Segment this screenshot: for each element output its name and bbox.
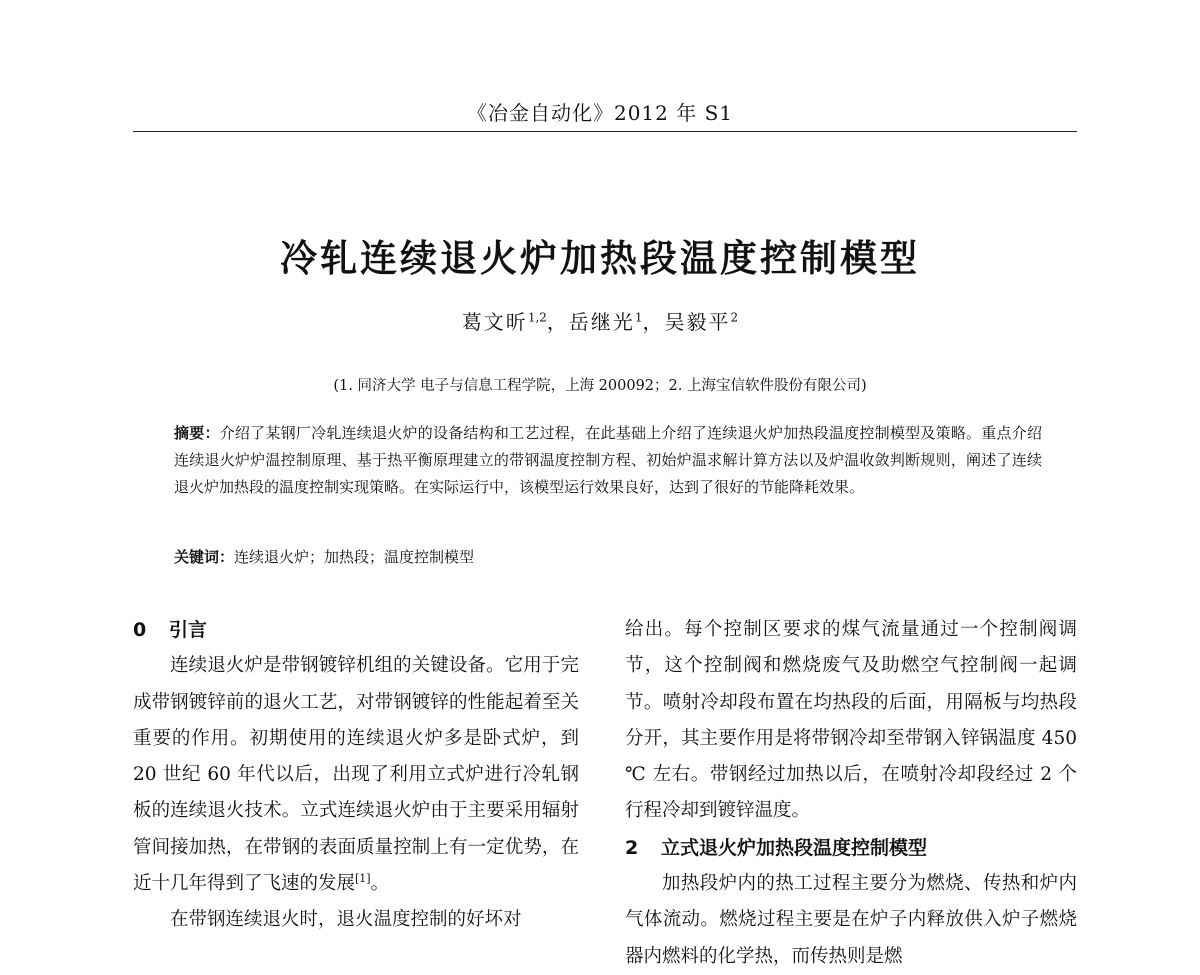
abstract: [174, 420, 1042, 501]
body-paragraph: 在带钢连续退火时，退火温度控制的好坏对: [170, 909, 522, 931]
left-column: [133, 612, 579, 939]
citation-ref: [1]: [355, 871, 371, 885]
body-paragraph-continued: 给出。每个控制区要求的煤气流量通过一个控制阀调节，这个控制阀和燃烧废气及助燃空气控制阀一起调节。喷射冷却段布置在均热段的后面，用隔板与均热段分开，其主要作用是将带钢冷却至带钢入锌锅温度 450 ℃ 左右。带钢经过加热以后，在喷射冷却段经过 2 个行程冷却到镀锌温度。: [625, 619, 1077, 822]
journal-header: 《冶金自动化》2012 年 S1: [466, 101, 734, 125]
right-column: [625, 612, 1077, 975]
keywords-label: 关键词：: [174, 548, 235, 566]
body-paragraph: [133, 648, 579, 902]
affiliation: (1. 同济大学 电子与信息工程学院，上海 200092；2. 上海宝信软件股份有限公司): [333, 378, 867, 394]
author-affiliation-mark: 2: [730, 310, 739, 325]
keywords-text: 连续退火炉；加热段；温度控制模型: [234, 548, 475, 566]
section-title: 引言: [169, 619, 208, 641]
body-paragraph: 加热段炉内的热工过程主要分为燃烧、传热和炉内气体流动。燃烧过程主要是在炉子内释放供入炉子燃烧器内燃料的化学热，而传热则是燃: [625, 873, 1077, 967]
abstract-label: 摘要：: [174, 424, 220, 442]
keywords: [174, 544, 1042, 571]
author-affiliation-mark: 1,2: [527, 310, 547, 325]
author-name: 岳继光: [568, 310, 635, 334]
section-number: 2: [625, 836, 639, 859]
author-separator: ，: [546, 310, 569, 334]
section-number: 0: [133, 619, 147, 641]
section-heading-model: [625, 830, 1077, 866]
paragraph-text: 连续退火炉是带钢镀锌机组的关键设备。它用于完成带钢镀锌前的退火工艺，对带钢镀锌的性能起着至关重要的作用。初期使用的连续退火炉多是卧式炉，到 20 世纪 60 年代以后，出现了利用立式炉进行冷轧钢板的连续退火技术。立式连续退火炉由于主要采用辐射管间接加热，在带钢的表面质量控制上有一定优势，在近十几年得到了飞速的发展: [133, 655, 579, 895]
author-affiliation-mark: 1: [634, 310, 643, 325]
author-name: 吴毅平: [664, 310, 731, 334]
abstract-text: 介绍了某钢厂冷轧连续退火炉的设备结构和工艺过程，在此基础上介绍了连续退火炉加热段温度控制模型及策略。重点介绍连续退火炉炉温控制原理、基于热平衡原理建立的带钢温度控制方程、初始炉温求解计算方法以及炉温收敛判断规则，阐述了连续退火炉加热段的温度控制实现策略。在实际运行中，该模型运行效果良好，达到了很好的节能降耗效果。: [174, 424, 1042, 496]
section-title: 立式退火炉加热段温度控制模型: [661, 836, 928, 859]
section-heading-introduction: [133, 612, 579, 648]
author-name: 葛文昕: [461, 310, 528, 334]
author-list: [0, 306, 1200, 335]
paper-title: 冷轧连续退火炉加热段温度控制模型: [280, 237, 920, 280]
paragraph-end: 。: [370, 873, 390, 895]
header-divider: [133, 131, 1077, 132]
author-separator: ，: [642, 310, 665, 334]
